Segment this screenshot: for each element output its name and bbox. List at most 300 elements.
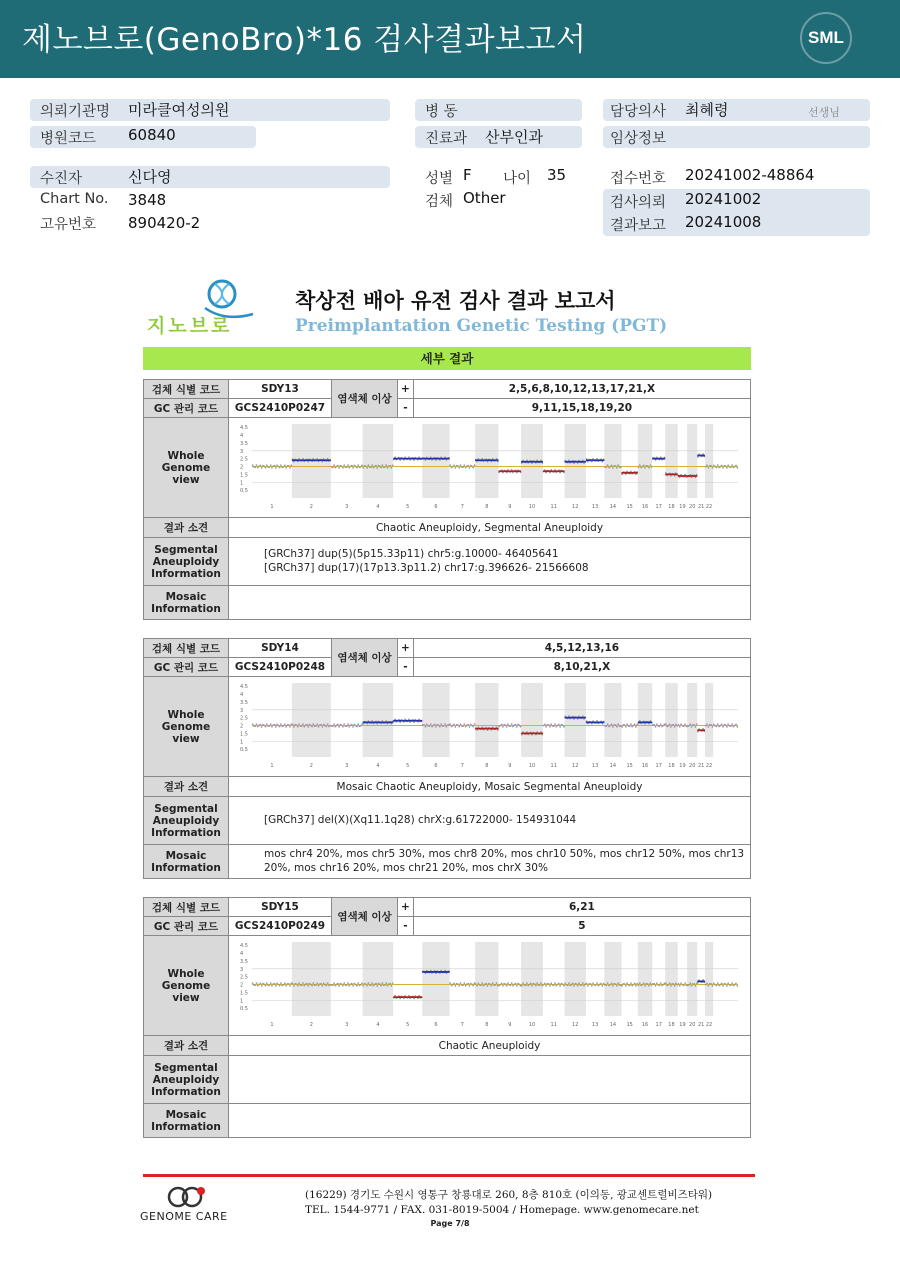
- specimen-label: 검체: [425, 194, 454, 210]
- hospital-code: 60840: [128, 126, 176, 144]
- gc-code: GCS2410P0247: [229, 399, 332, 418]
- gc-code-label: GC 관리 코드: [144, 658, 229, 677]
- data-point: [659, 723, 661, 725]
- patient-name: 신다영: [128, 168, 172, 186]
- data-point: [519, 726, 521, 728]
- hospital-code-label: 병원코드: [40, 131, 97, 147]
- x-tick-label: 6: [433, 763, 438, 769]
- data-point: [522, 982, 524, 984]
- chromosome-band: [362, 942, 393, 1016]
- footer-address: (16229) 경기도 수원시 영통구 창룡대로 260, 8층 810호 (이의동, 광교센트럴비즈타워): [305, 1189, 713, 1201]
- data-point: [295, 724, 297, 726]
- data-point: [637, 985, 639, 987]
- data-point: [668, 723, 670, 725]
- data-point: [273, 983, 275, 985]
- data-point: [486, 985, 488, 987]
- data-point: [268, 725, 270, 727]
- genome-care-icon: [143, 1185, 233, 1211]
- data-point: [674, 982, 676, 984]
- data-point: [536, 982, 538, 984]
- data-point: [633, 724, 635, 726]
- data-point: [312, 982, 314, 984]
- data-point: [559, 985, 561, 987]
- data-point: [251, 982, 253, 984]
- x-tick-label: 17: [655, 1022, 662, 1028]
- data-point: [260, 467, 262, 469]
- requesting-org: 미라클여성의원: [128, 101, 230, 119]
- chromosome-band: [704, 942, 712, 1016]
- y-tick-label: 1: [239, 998, 243, 1005]
- data-point: [624, 985, 626, 987]
- data-point: [653, 983, 655, 985]
- data-point: [678, 985, 680, 987]
- data-point: [473, 723, 475, 725]
- y-tick-label: 3.5: [239, 958, 248, 965]
- data-point: [520, 985, 522, 987]
- chromosome-band: [521, 683, 543, 757]
- data-point: [716, 982, 718, 984]
- data-point: [716, 723, 718, 725]
- data-point: [264, 467, 266, 469]
- data-point: [514, 724, 516, 726]
- data-point: [290, 464, 292, 466]
- data-point: [454, 467, 456, 469]
- data-point: [467, 465, 469, 467]
- data-point: [463, 982, 465, 984]
- data-point: [289, 467, 291, 469]
- data-point: [673, 985, 675, 987]
- data-point: [682, 984, 684, 986]
- sample-code: SDY14: [229, 639, 332, 658]
- loss-sign: -: [398, 399, 414, 418]
- data-point: [557, 724, 559, 726]
- y-tick-label: 2.5: [239, 715, 248, 722]
- data-point: [502, 985, 504, 987]
- x-tick-label: 18: [667, 504, 675, 510]
- data-point: [635, 726, 637, 728]
- doctor: 최혜령: [685, 101, 729, 119]
- data-point: [476, 985, 478, 987]
- data-point: [586, 985, 588, 987]
- x-tick-label: 1: [269, 1022, 274, 1028]
- data-point: [340, 465, 342, 467]
- data-point: [458, 985, 460, 987]
- loss-chromosomes: 8,10,21,X: [413, 658, 750, 677]
- data-point: [719, 725, 721, 727]
- data-point: [274, 985, 276, 987]
- data-point: [694, 985, 696, 987]
- mosaic-info: [229, 586, 751, 620]
- data-point: [614, 983, 616, 985]
- x-tick-label: 10: [528, 763, 535, 769]
- data-point: [467, 983, 469, 985]
- data-point: [605, 467, 607, 469]
- data-point: [462, 466, 464, 468]
- finding: Chaotic Aneuploidy: [229, 1036, 751, 1056]
- x-tick-label: 21: [697, 763, 704, 769]
- data-point: [372, 467, 374, 469]
- data-point: [347, 464, 349, 466]
- data-point: [282, 466, 284, 468]
- data-point: [347, 723, 349, 725]
- x-tick-label: 18: [667, 763, 675, 769]
- data-point: [715, 467, 717, 469]
- x-tick-label: 4: [375, 504, 380, 510]
- loss-chromosomes: 9,11,15,18,19,20: [413, 399, 750, 418]
- data-point: [550, 982, 552, 984]
- data-point: [646, 983, 648, 985]
- data-point: [342, 985, 344, 987]
- data-point: [303, 726, 305, 728]
- data-point: [316, 982, 318, 984]
- data-point: [706, 982, 708, 984]
- data-point: [534, 985, 536, 987]
- data-point: [355, 726, 357, 728]
- data-point: [585, 982, 587, 984]
- data-point: [287, 983, 289, 985]
- data-point: [552, 725, 554, 727]
- data-point: [311, 726, 313, 728]
- x-tick-label: 11: [550, 504, 557, 510]
- data-point: [384, 466, 386, 468]
- data-point: [606, 723, 608, 725]
- data-point: [543, 723, 545, 725]
- data-point: [254, 466, 256, 468]
- data-point: [554, 982, 556, 984]
- data-point: [592, 982, 594, 984]
- data-point: [615, 726, 617, 728]
- data-point: [543, 982, 545, 984]
- data-point: [459, 982, 461, 984]
- data-point: [500, 982, 502, 984]
- sample-code: SDY15: [229, 898, 332, 917]
- data-point: [704, 984, 706, 986]
- x-tick-label: 21: [697, 504, 704, 510]
- x-tick-label: 20: [688, 504, 695, 510]
- data-point: [424, 726, 426, 728]
- data-point: [706, 723, 708, 725]
- data-point: [309, 983, 311, 985]
- data-point: [429, 723, 431, 725]
- data-point: [269, 464, 271, 466]
- data-point: [295, 983, 297, 985]
- data-point: [605, 726, 607, 728]
- data-point: [366, 467, 368, 469]
- data-point: [463, 723, 465, 725]
- gain-chromosomes: 4,5,12,13,16: [413, 639, 750, 658]
- data-point: [711, 726, 713, 728]
- age-label: 나이: [503, 171, 532, 187]
- data-point: [453, 983, 455, 985]
- data-point: [642, 982, 644, 984]
- data-point: [695, 723, 697, 725]
- data-point: [659, 982, 661, 984]
- gc-code: GCS2410P0249: [229, 917, 332, 936]
- data-point: [320, 724, 322, 726]
- data-point: [654, 985, 656, 987]
- segmental-info: [229, 797, 751, 845]
- data-point: [531, 985, 533, 987]
- data-point: [467, 724, 469, 726]
- data-point: [564, 982, 566, 984]
- data-point: [704, 725, 706, 727]
- data-point: [646, 465, 648, 467]
- data-point: [263, 724, 265, 726]
- data-point: [667, 984, 669, 986]
- data-point: [472, 985, 474, 987]
- data-point: [457, 983, 459, 985]
- data-point: [624, 726, 626, 728]
- x-tick-label: 13: [591, 504, 598, 510]
- x-tick-label: 12: [571, 504, 578, 510]
- data-point: [563, 726, 565, 728]
- x-tick-label: 14: [609, 763, 616, 769]
- data-point: [440, 723, 442, 725]
- data-point: [653, 724, 655, 726]
- data-point: [471, 724, 473, 726]
- x-tick-label: 8: [484, 504, 488, 510]
- data-point: [274, 726, 276, 728]
- data-point: [428, 725, 430, 727]
- ward-label: 병 동: [425, 104, 458, 120]
- data-point: [359, 725, 361, 727]
- sml-logo-text: SML: [808, 28, 844, 47]
- data-point: [464, 985, 466, 987]
- data-point: [473, 464, 475, 466]
- data-point: [369, 466, 371, 468]
- data-point: [727, 464, 729, 466]
- x-tick-label: 11: [550, 1022, 557, 1028]
- chromosome-band: [362, 424, 393, 498]
- data-point: [655, 982, 657, 984]
- data-point: [260, 726, 262, 728]
- y-tick-label: 4.5: [239, 425, 248, 432]
- page-number: Page 7/8: [430, 1219, 470, 1228]
- report-title: 제노브로(GenoBro)*16 검사결과보고서: [22, 22, 587, 58]
- data-point: [509, 984, 511, 986]
- data-point: [673, 726, 675, 728]
- x-tick-label: 2: [309, 763, 313, 769]
- data-point: [280, 982, 282, 984]
- data-point: [348, 467, 350, 469]
- data-point: [729, 725, 731, 727]
- data-point: [350, 724, 352, 726]
- data-point: [610, 982, 612, 984]
- data-point: [712, 982, 714, 984]
- data-point: [345, 466, 347, 468]
- data-point: [494, 984, 496, 986]
- sml-logo: [800, 12, 852, 64]
- data-point: [525, 982, 527, 984]
- chromosome-band: [687, 942, 697, 1016]
- mosaic-label: Mosaic Information: [144, 586, 229, 620]
- data-point: [271, 467, 273, 469]
- data-point: [614, 465, 616, 467]
- y-tick-label: 2.5: [239, 974, 248, 981]
- data-point: [682, 725, 684, 727]
- data-point: [736, 985, 738, 987]
- data-point: [326, 982, 328, 984]
- data-point: [268, 466, 270, 468]
- data-point: [464, 726, 466, 728]
- data-point: [628, 725, 630, 727]
- data-point: [342, 726, 344, 728]
- gain-sign: +: [398, 380, 414, 399]
- data-point: [325, 985, 327, 987]
- data-point: [362, 985, 364, 987]
- x-tick-label: 18: [667, 1022, 675, 1028]
- data-point: [390, 985, 392, 987]
- data-point: [474, 983, 476, 985]
- data-point: [611, 985, 613, 987]
- x-tick-label: 5: [405, 763, 409, 769]
- x-tick-label: 6: [433, 504, 438, 510]
- data-point: [611, 467, 613, 469]
- data-point: [303, 985, 305, 987]
- data-point: [636, 724, 638, 726]
- sample-table-sdy15: [143, 897, 751, 1138]
- data-point: [343, 464, 345, 466]
- detail-results-bar: 세부 결과: [143, 347, 751, 370]
- data-point: [722, 985, 724, 987]
- data-point: [736, 726, 738, 728]
- x-tick-label: 11: [550, 763, 557, 769]
- data-point: [282, 984, 284, 986]
- data-point: [384, 984, 386, 986]
- chart-no: 3848: [128, 191, 167, 209]
- data-point: [628, 984, 630, 986]
- y-tick-label: 3: [239, 448, 243, 455]
- segmental-info: [229, 538, 751, 586]
- data-point: [336, 983, 338, 985]
- y-tick-label: 4: [239, 433, 243, 440]
- data-point: [317, 726, 319, 728]
- data-point: [505, 726, 507, 728]
- wgv-cell: [229, 936, 751, 1036]
- data-point: [688, 725, 690, 727]
- data-point: [725, 467, 727, 469]
- data-point: [590, 985, 592, 987]
- data-point: [621, 985, 623, 987]
- y-tick-label: 3: [239, 966, 243, 973]
- data-point: [542, 725, 544, 727]
- wgv-label: Whole Genome view: [144, 677, 229, 777]
- y-tick-label: 4.5: [239, 943, 248, 950]
- x-tick-label: 9: [507, 1022, 511, 1028]
- data-point: [672, 724, 674, 726]
- data-point: [454, 985, 456, 987]
- data-point: [389, 983, 391, 985]
- genobro-brand: 지노브로: [147, 315, 233, 337]
- data-point: [680, 982, 682, 984]
- data-point: [468, 726, 470, 728]
- data-point: [350, 983, 352, 985]
- genome-care-name: GENOME CARE: [140, 1210, 228, 1223]
- chromosome-band: [665, 424, 678, 498]
- x-tick-label: 12: [571, 1022, 578, 1028]
- data-point: [386, 985, 388, 987]
- segmental-line: [GRCh37] del(X)(Xq11.1q28) chrX:g.61722000- 154931044: [264, 813, 577, 826]
- sex-label: 성별: [425, 171, 454, 187]
- data-point: [491, 982, 493, 984]
- id-no-label: 고유번호: [40, 217, 97, 233]
- data-point: [376, 985, 378, 987]
- data-point: [472, 467, 474, 469]
- x-tick-label: 12: [571, 763, 578, 769]
- chromosome-band: [564, 683, 585, 757]
- data-point: [566, 984, 568, 986]
- wgv-label: Whole Genome view: [144, 418, 229, 518]
- x-tick-label: 2: [309, 504, 313, 510]
- id-no: 890420-2: [128, 214, 201, 232]
- abnormal-label: 염색체 이상: [332, 639, 398, 677]
- data-point: [600, 983, 602, 985]
- mosaic-info: [229, 1104, 751, 1138]
- data-point: [433, 724, 435, 726]
- data-point: [449, 723, 451, 725]
- segmental-label: Segmental Aneuploidy Information: [144, 797, 229, 845]
- x-tick-label: 7: [460, 763, 464, 769]
- data-point: [338, 726, 340, 728]
- data-point: [444, 723, 446, 725]
- patient-label: 수진자: [40, 171, 83, 187]
- data-point: [352, 726, 354, 728]
- report-date-label: 결과보고: [610, 218, 667, 234]
- data-point: [626, 982, 628, 984]
- sample-code-label: 검체 식별 코드: [144, 380, 229, 399]
- data-point: [693, 724, 695, 726]
- data-point: [668, 982, 670, 984]
- data-point: [345, 984, 347, 986]
- mosaic-info: [229, 845, 751, 879]
- data-point: [549, 726, 551, 728]
- data-point: [458, 726, 460, 728]
- data-point: [391, 983, 393, 985]
- data-point: [617, 982, 619, 984]
- data-point: [340, 724, 342, 726]
- data-point: [255, 723, 257, 725]
- abnormal-label: 염색체 이상: [332, 380, 398, 418]
- data-point: [477, 982, 479, 984]
- data-point: [298, 982, 300, 984]
- data-point: [610, 464, 612, 466]
- data-point: [706, 464, 708, 466]
- y-tick-label: 3.5: [239, 440, 248, 447]
- data-point: [289, 985, 291, 987]
- data-point: [367, 982, 369, 984]
- data-point: [352, 985, 354, 987]
- data-point: [623, 724, 625, 726]
- data-point: [690, 985, 692, 987]
- data-point: [707, 985, 709, 987]
- pgt-title-en: Preimplantation Genetic Testing (PGT): [295, 316, 668, 336]
- data-point: [611, 726, 613, 728]
- data-point: [512, 985, 514, 987]
- chromosome-band: [704, 683, 712, 757]
- data-point: [283, 982, 285, 984]
- data-point: [596, 982, 598, 984]
- data-point: [606, 464, 608, 466]
- data-point: [735, 983, 737, 985]
- data-point: [658, 984, 660, 986]
- data-point: [361, 464, 363, 466]
- data-point: [578, 982, 580, 984]
- data-point: [352, 467, 354, 469]
- accession: 20241002-48864: [685, 166, 815, 184]
- data-point: [298, 723, 300, 725]
- data-point: [307, 985, 309, 987]
- x-tick-label: 22: [705, 504, 712, 510]
